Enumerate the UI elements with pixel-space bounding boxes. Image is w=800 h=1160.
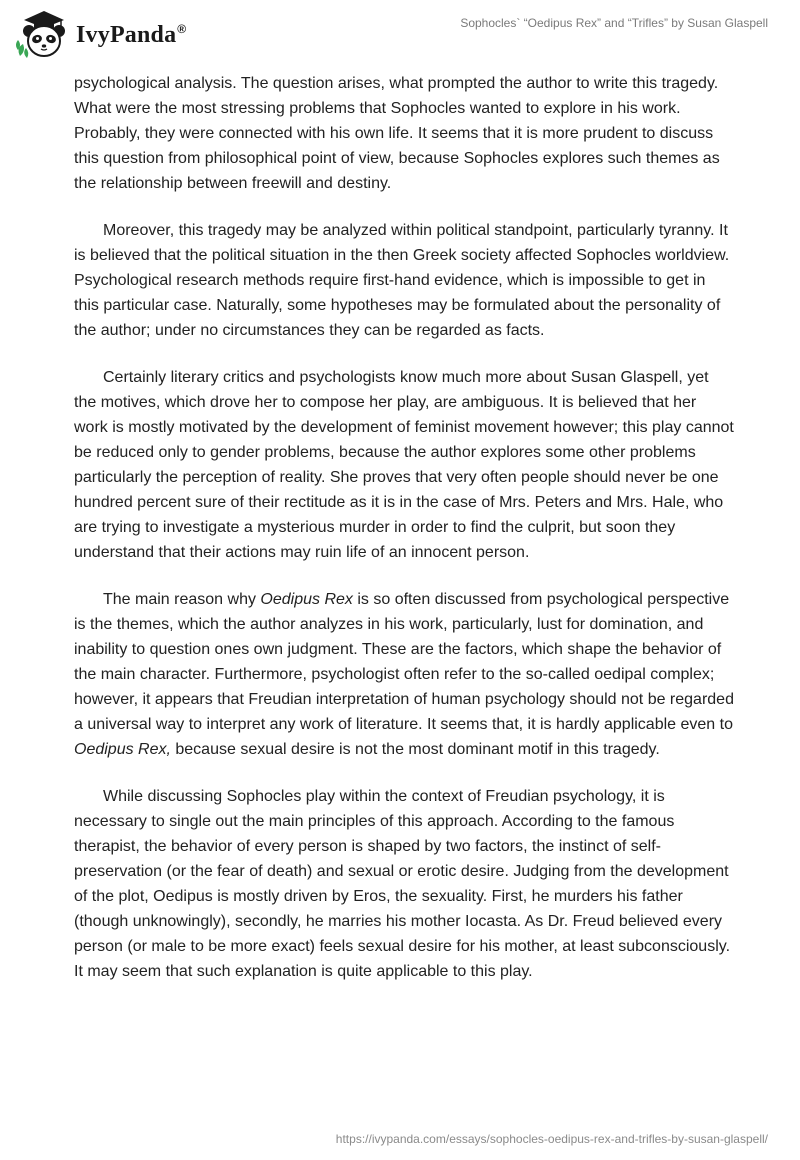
paragraph-4-text-a: The main reason why xyxy=(103,591,261,608)
paragraph-1: psychological analysis. The question arises, what prompted the author to write this tragedy. What were the most stressing problems that Sophocles wanted to explore in his work. Probably, they were connected with his own life. It seems that it is more prudent to discuss this question from philosophical point of view, because Sophocles explores such themes as the relationship between freewill and destiny. xyxy=(74,75,720,192)
ivypanda-logo[interactable] xyxy=(14,6,186,62)
panda-graduate-icon xyxy=(14,6,74,62)
paragraph-3: Certainly literary critics and psychologists know much more about Susan Glaspell, yet the motives, which drove her to compose her play, are ambiguous. It is believed that her work is mostly motivated by the development of feminist movement however; this play cannot be reduced only to gender problems, because the author explores some other problems particularly the perception of reality. She proves that very often people should never be one hundred percent sure of their rectitude as it is in the case of Mrs. Peters and Mrs. Hale, who are trying to investigate a mysterious murder in order to find the culprit, but soon they understand that their actions may ruin life of an innocent person. xyxy=(74,369,734,561)
logo-text: IvyPanda® xyxy=(76,21,187,48)
source-url[interactable]: https://ivypanda.com/essays/sophocles-oedipus-rex-and-trifles-by-susan-glaspell/ xyxy=(335,1132,768,1146)
page-header xyxy=(0,0,800,70)
book-title-oedipus-rex-2: Oedipus Rex, xyxy=(74,741,171,758)
registered-mark: ® xyxy=(177,21,187,36)
essay-body xyxy=(74,71,734,1006)
paragraph-2: Moreover, this tragedy may be analyzed within political standpoint, particularly tyranny. It is believed that the political situation in the then Greek society affected Sophocles worldview. Psychological research methods require first-hand evidence, which is impossible to get in this particular case. Naturally, some hypotheses may be formulated about the personality of the author; under no circumstances they can be regarded as facts. xyxy=(74,222,730,339)
paragraph-4-text-c: because sexual desire is not the most dominant motif in this tragedy. xyxy=(170,741,660,758)
paragraph-5: While discussing Sophocles play within the context of Freudian psychology, it is necessary to single out the main principles of this approach. According to the famous therapist, the behavior of every person is shaped by two factors, the instinct of self-preservation (or the fear of death) and sexual or erotic desire. Judging from the development of the plot, Oedipus is mostly driven by Eros, the sexuality. First, he murders his father (though unknowingly), secondly, he marries his mother Iocasta. As Dr. Freud believed every person (or male to be more exact) feels sexual desire for his mother, at least subconsciously. It may seem that such explanation is quite applicable to this play. xyxy=(74,788,731,980)
running-title: Sophocles` “Oedipus Rex” and “Trifles” by Susan Glaspell xyxy=(460,16,768,30)
paragraph-4 xyxy=(74,587,734,762)
paragraph-4-text-b: is so often discussed from psychological perspective is the themes, which the author analyzes in his work, particularly, lust for domination, and inability to question ones own judgment. These are the factors, which shape the behavior of the main character. Furthermore, psychologist often refer to the so-called oedipal complex; however, it appears that Freudian interpretation of human psychology should not be regarded a universal way to interpret any work of literature. It seems that, it is hardly applicable even to xyxy=(74,591,734,733)
book-title-oedipus-rex: Oedipus Rex xyxy=(260,591,353,608)
